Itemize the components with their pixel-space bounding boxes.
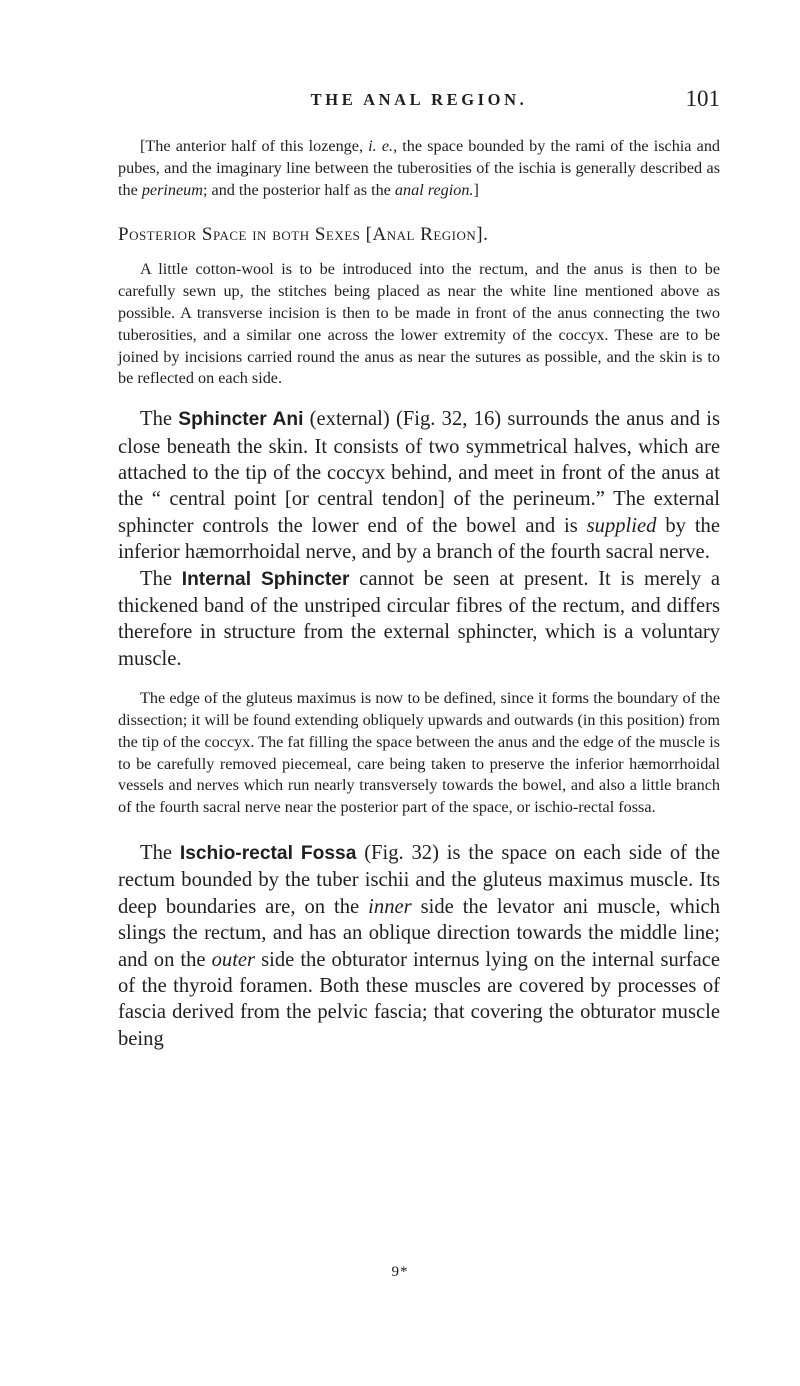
internal-text: cannot be seen at present. It is merely a thickened band of the unstriped circular fibres of the rectum, and differs therefore in structure from the external sphincter, which is a voluntary muscle.: [118, 567, 720, 670]
intro-note-paragraph: [118, 136, 720, 201]
fossa-lead: The: [140, 842, 180, 865]
fossa-inner: inner: [368, 895, 412, 918]
running-head: [118, 88, 720, 114]
external-sphincter-term: Sphincter Ani: [178, 409, 304, 431]
fossa-text-1: (Fig. 32) is the space on each side of the rectum bounded by the tuber ischii and the gluteus maximus muscle. Its deep boundaries are, on the: [118, 842, 721, 918]
internal-sphincter-paragraph: [118, 566, 720, 673]
internal-sphincter-term: Internal Sphincter: [181, 568, 350, 590]
page-number: 101: [685, 86, 720, 111]
section-heading: Posterior Space in both Sexes [Anal Region].: [118, 224, 489, 246]
running-title: THE ANAL REGION.: [310, 90, 528, 109]
intro-note-ie: i. e.: [368, 137, 394, 155]
fossa-outer: outer: [211, 948, 256, 971]
external-lead: The: [140, 408, 179, 431]
intro-note-text-4: ]: [473, 180, 479, 199]
book-page: [118, 88, 720, 1052]
intro-note-perineum: perineum: [141, 180, 203, 199]
fossa-text-3: side the obturator internus lying on the internal surface of the thyroid foramen. Both these muscles are covered by processes of fascia derived from the pelvic fascia; that covering the obturator muscle being: [118, 948, 720, 1050]
fossa-text-2: side the levator ani muscle, which slings the rectum, and has an oblique direction towards the middle line; and on the: [118, 895, 720, 971]
dissection-paragraph: A little cotton-wool is to be introduced into the rectum, and the anus is then to be carefully sewn up, the stitches being placed as near the white line mentioned above as possible. A transverse incision is then to be made in front of the anus connecting the two tuberosities, and a similar one across the lower extremity of the coccyx. These are to be joined by incisions carried round the anus as near the sutures as possible, and the skin is to be reflected on each side.: [118, 260, 720, 388]
internal-lead: The: [140, 567, 182, 590]
signature-mark: 9*: [391, 1264, 409, 1280]
intro-note-text-3: ; and the posterior half as the: [202, 180, 395, 199]
external-text-2: by the inferior hæmorrhoidal nerve, and by a branch of the fourth sacral nerve.: [118, 514, 720, 564]
external-sphincter-paragraph: [118, 406, 720, 565]
intro-note-anal-region: anal region.: [394, 180, 474, 199]
ischio-rectal-fossa-term: Ischio-rectal Fossa: [179, 843, 357, 865]
ischio-rectal-fossa-paragraph: [118, 840, 720, 1052]
gluteus-paragraph: The edge of the gluteus maximus is now to be defined, since it forms the boundary of the dissection; it will be found extending obliquely upwards and outwards (in this position) from the tip of the coccyx. The fat filling the space between the anus and the edge of the muscle is to be carefully removed piecemeal, care being taken to preserve the inferior hæmorrhoidal vessels and nerves which run nearly transversely towards the bowel, and also a little branch of the fourth sacral nerve near the posterior part of the space, or ischio-rectal fossa.: [118, 689, 721, 817]
external-text-1: (external) (Fig. 32, 16) surrounds the anus and is close beneath the skin. It consists of two symmetrical halves, which are attached to the tip of the coccyx behind, and meet in front of the anus at the “ central point [or central tendon] of the perineum.” The external sphincter controls the lower end of the bowel and is: [118, 408, 720, 537]
intro-note-text-1: [The anterior half of this lozenge,: [140, 137, 369, 155]
intro-note-text-2: , the space bounded by the rami of the ischia and pubes, and the imaginary line between the tuberosities of the ischia is generally described as the: [118, 137, 721, 199]
external-supplied: supplied: [586, 514, 657, 537]
